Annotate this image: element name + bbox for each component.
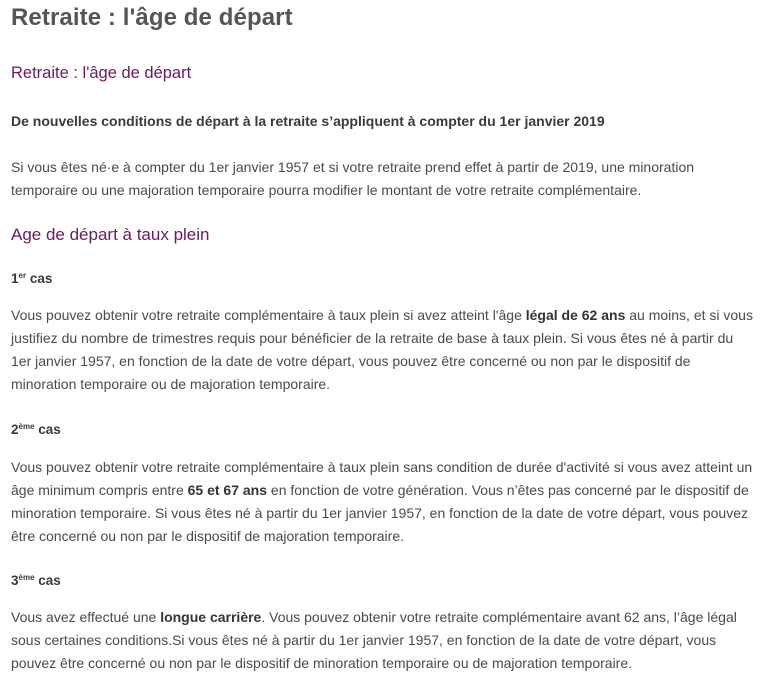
section-heading: Age de départ à taux plein	[11, 225, 210, 244]
case-3-suffix: ème	[18, 573, 35, 582]
case-3-text-after: . Vous pouvez obtenir votre retraite complémentaire avant 62 ans, l’âge légal sous certaines conditions.Si vous êtes né à partir du 1er janvier 1957, en fonction de la date de votre départ, vous pouvez être concerné ou non par le dispositif de minoration temporaire ou de majoration temporaire.	[11, 609, 737, 671]
case-2-title	[11, 422, 61, 437]
case-2-number: 2	[11, 422, 19, 437]
case-1-paragraph	[11, 304, 753, 396]
case-2-paragraph	[11, 456, 753, 548]
case-3-word: cas	[34, 573, 61, 588]
intro-headline: De nouvelles conditions de départ à la retraite s’appliquent à compter du 1er janvier 2019	[11, 113, 605, 129]
case-3-text-before: Vous avez effectué une	[11, 609, 161, 625]
article-subtitle: Retraite : l'âge de départ	[11, 64, 192, 82]
case-1-text-before: Vous pouvez obtenir votre retraite complémentaire à taux plein si avez atteint l'âge	[11, 307, 526, 323]
case-1-word: cas	[26, 271, 53, 286]
case-2-suffix: ème	[18, 422, 35, 431]
case-2-text-after: en fonction de votre génération. Vous n’êtes pas concerné par le dispositif de minoration temporaire. Si vous êtes né à partir du 1er janvier 1957, en fonction de la date de votre départ, vous pouvez être concerné ou non par le dispositif de majoration temporaire.	[11, 482, 749, 544]
case-3-paragraph	[11, 606, 753, 675]
case-2-bold: 65 et 67 ans	[187, 482, 268, 498]
case-2-word: cas	[34, 422, 61, 437]
case-1-title	[11, 271, 52, 286]
case-1-suffix: er	[18, 271, 27, 280]
case-3-bold: longue carrière	[160, 609, 262, 625]
case-1-bold: légal de 62 ans	[525, 307, 626, 323]
case-3-title	[11, 573, 61, 588]
case-1-number: 1	[11, 271, 19, 286]
page-title: Retraite : l'âge de départ	[11, 4, 293, 31]
case-2-text-before: Vous pouvez obtenir votre retraite complémentaire à taux plein sans condition de durée d'activité si vous avez atteint un âge minimum compris entre	[11, 459, 753, 498]
intro-paragraph: Si vous êtes né·e à compter du 1er janvier 1957 et si votre retraite prend effet à partir de 2019, une minoration temporaire ou une majoration temporaire pourra modifier le montant de votre retraite complémentaire.	[11, 159, 695, 198]
case-1-text-after: au moins, et si vous justifiez du nombre de trimestres requis pour bénéficier de la retraite de base à taux plein. Si vous êtes né à partir du 1er janvier 1957, en fonction de la date de votre départ, vous pouvez être concerné ou non par le dispositif de minoration temporaire ou de majoration temporaire.	[11, 307, 753, 392]
case-3-number: 3	[11, 573, 19, 588]
